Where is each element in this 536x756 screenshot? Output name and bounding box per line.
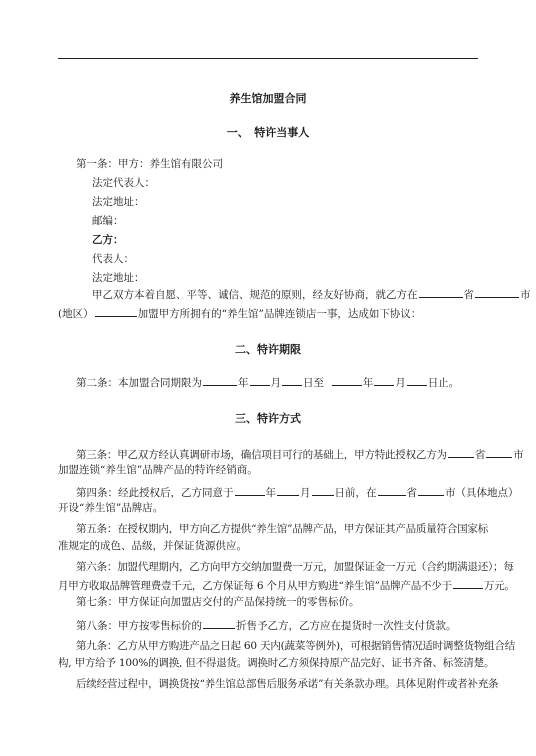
end-day-blank[interactable] <box>407 374 427 386</box>
article-4-line-1 <box>76 484 519 500</box>
article-7: 第七条：甲方保证向加盟店交付的产品保持统一的零售标价。 <box>76 596 360 608</box>
article-4-line-2: 开设“养生馆”品牌店。 <box>58 502 164 514</box>
art3-city-blank[interactable] <box>486 446 512 458</box>
month-label: 月 <box>270 377 281 389</box>
intro-province: 省 <box>463 289 474 301</box>
document-title: 养生馆加盟合同 <box>229 92 307 105</box>
art6-amount-blank[interactable] <box>453 577 483 589</box>
art6-text: 月甲方收取品牌管理费壹千元，乙方保证每 6 个月从甲方购进“养生馆”品牌产品不少于 <box>58 580 452 592</box>
article-6-line-2 <box>58 577 515 593</box>
article-3-line-1 <box>76 446 524 462</box>
intro-text-b: 加盟甲方所拥有的“养生馆”品牌连锁店一事，达成如下协议： <box>137 308 422 320</box>
article-8 <box>76 617 478 633</box>
header-rule <box>58 58 478 59</box>
art3-province: 省 <box>474 449 486 461</box>
intro-line-1 <box>92 286 531 302</box>
postcode-label: 邮编： <box>92 215 124 227</box>
legal-address-label: 法定地址： <box>92 196 145 208</box>
end-year-blank[interactable] <box>332 374 362 386</box>
article-5-line-1: 第五条：在授权期内，甲方向乙方提供“养生馆”品牌产品，甲方保证其产品质量符合国家标 <box>76 523 489 535</box>
intro-line-2 <box>58 305 478 321</box>
art8-text: 第八条：甲方按零售标价的 <box>76 620 202 632</box>
start-month-blank[interactable] <box>250 374 270 386</box>
art4-city: 市（具体地点） <box>445 487 519 499</box>
article-9-line-1: 第九条：乙方从甲方购进产品之日起 60 天内(蔬菜等例外)，可根据销售情况适时调整货物组合结 <box>76 640 516 652</box>
legal-address-label-b: 法定地址： <box>92 272 145 284</box>
art4-text: 第四条：经此授权后，乙方同意于 <box>76 487 234 499</box>
city-blank[interactable] <box>475 286 519 298</box>
tail-paragraph: 后续经营过程中，调换货按“养生馆总部售后服务承诺”有关条款办理。具体见附件或者补充条 <box>76 678 499 690</box>
art4-year-blank[interactable] <box>235 484 265 496</box>
art3-city: 市 <box>513 449 524 461</box>
year-label: 年 <box>265 487 276 499</box>
article-2-term <box>76 374 478 390</box>
art4-province-blank[interactable] <box>378 484 406 496</box>
intro-city: 市 <box>520 289 531 301</box>
start-year-blank[interactable] <box>203 374 237 386</box>
day-label: 日止。 <box>427 377 460 389</box>
art3-province-blank[interactable] <box>448 446 474 458</box>
legal-representative-label: 法定代表人： <box>92 177 155 189</box>
province-blank[interactable] <box>419 286 463 298</box>
art4-province: 省 <box>406 487 417 499</box>
intro-region: (地区） <box>58 308 94 320</box>
art4-before: 日前，在 <box>334 487 377 499</box>
article-5-line-2: 准规定的成色、品级，并保证货源供应。 <box>58 540 247 552</box>
day-label: 日至 <box>303 377 324 389</box>
article-3-line-2: 加盟连锁“养生馆”品牌产品的特许经销商。 <box>58 464 258 476</box>
discount-blank[interactable] <box>203 617 235 629</box>
party-b-label: 乙方： <box>92 234 124 246</box>
month-label: 月 <box>395 377 406 389</box>
article-9-line-2: 构, 甲方给予 100%的调换, 但不得退货。调换时乙方须保持原产品完好、证书齐备、标签清楚。 <box>58 657 495 669</box>
art3-text: 第三条：甲乙双方经认真调研市场，确信项目可行的基础上，甲方特此授权乙方为 <box>76 449 447 461</box>
start-day-blank[interactable] <box>282 374 302 386</box>
section-heading-parties: 一、 特许当事人 <box>226 126 310 139</box>
art4-day-blank[interactable] <box>312 484 334 496</box>
intro-text-a: 甲乙双方本着自愿、平等、诚信、规范的原则，经友好协商，就乙方在 <box>92 289 418 301</box>
region-blank[interactable] <box>95 305 137 317</box>
article-6-line-1: 第六条：加盟代理期内，乙方向甲方交纳加盟费一万元，加盟保证金一万元（合约期满退还）；每 <box>76 561 514 573</box>
art6-unit: 万元。 <box>483 580 515 592</box>
month-label: 月 <box>300 487 311 499</box>
year-label: 年 <box>238 377 249 389</box>
art4-city-blank[interactable] <box>418 484 444 496</box>
section-heading-term: 二、特许期限 <box>235 343 301 356</box>
representative-label: 代表人： <box>92 253 134 265</box>
year-label: 年 <box>362 377 374 389</box>
end-month-blank[interactable] <box>374 374 394 386</box>
art4-month-blank[interactable] <box>277 484 299 496</box>
section-heading-franchise: 三、特许方式 <box>235 412 301 425</box>
article-1-party-a: 第一条：甲方：养生馆有限公司 <box>76 158 223 170</box>
art8-text-b: 折售予乙方，乙方应在提货时一次性支付货款。 <box>236 620 457 632</box>
term-text: 第二条：本加盟合同期限为 <box>76 377 202 389</box>
